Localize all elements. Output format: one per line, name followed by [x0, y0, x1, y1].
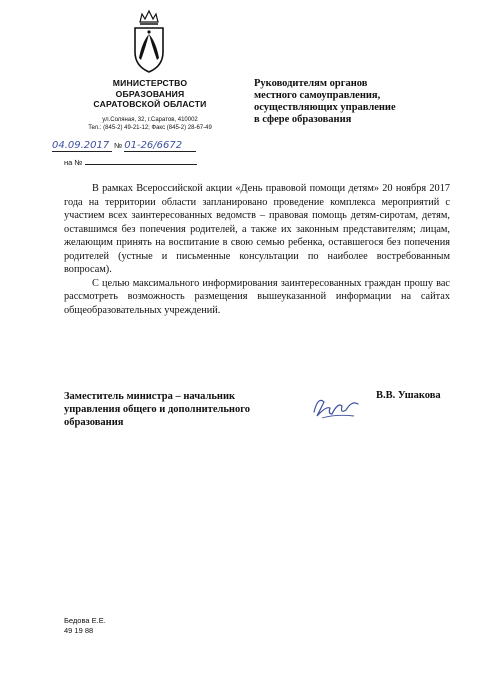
ministry-address	[72, 116, 228, 132]
reply-to-line	[64, 156, 197, 167]
document-number: 01-26/6672	[124, 140, 196, 152]
recipient-line-1: Руководителям органов	[254, 78, 368, 89]
signer-title-line-3: образования	[64, 417, 124, 428]
recipient-block	[254, 78, 434, 126]
ministry-line-3: САРАТОВСКОЙ ОБЛАСТИ	[93, 99, 207, 109]
handwritten-signature	[308, 392, 364, 422]
body-paragraph-2: С целью максимального информирования заинтересованных граждан прошу вас рассмотреть возможность размещения вышеуказанной информации на сайтах общеобразовательных учреждений.	[64, 277, 450, 316]
letter-body	[64, 182, 450, 317]
phone-line: Тел.: (845-2) 49-21-12; Факс (845-2) 28-67-49	[88, 125, 212, 131]
recipient-line-4: в сфере образования	[254, 114, 352, 125]
coat-of-arms-icon	[128, 8, 170, 76]
ministry-line-2: ОБРАЗОВАНИЯ	[115, 88, 185, 99]
recipient-line-3: осуществляющих управление	[254, 102, 396, 113]
reply-label: на №	[64, 158, 83, 167]
reply-number-field	[85, 156, 197, 165]
signer-name: В.В. Ушакова	[376, 390, 441, 401]
document-date: 04.09.2017	[52, 140, 112, 152]
number-sign: №	[114, 141, 123, 150]
ministry-name	[82, 78, 218, 110]
body-paragraph-1: В рамках Всероссийской акции «День правовой помощи детям» 20 ноября 2017 года на территории области запланировано проведение комплекса мероприятий с участием всех заинтересованных ведомств – правовая помощь детям-сиротам, детям, оставшимся без попечения родителей, а также их законным представителям; лицам, желающим принять на воспитание в свою семью ребенка, оставшегося без попечения родителей (устные и письменные консультации по наиболее востребованным вопросам).	[64, 183, 450, 275]
address-line: ул.Соляная, 32, г.Саратов, 410002	[102, 117, 198, 123]
signer-title-line-2: управления общего и дополнительного	[64, 404, 250, 415]
ministry-line-1: МИНИСТЕРСТВО	[112, 78, 188, 88]
signer-title-line-1: Заместитель министра – начальник	[64, 391, 236, 402]
signer-title	[64, 390, 284, 429]
outgoing-number-line	[52, 140, 196, 152]
executor-name: Бедова Е.Е.	[64, 616, 106, 625]
executor-info	[64, 616, 106, 635]
recipient-line-2: местного самоуправления,	[254, 90, 381, 101]
executor-phone: 49 19 88	[64, 625, 94, 635]
